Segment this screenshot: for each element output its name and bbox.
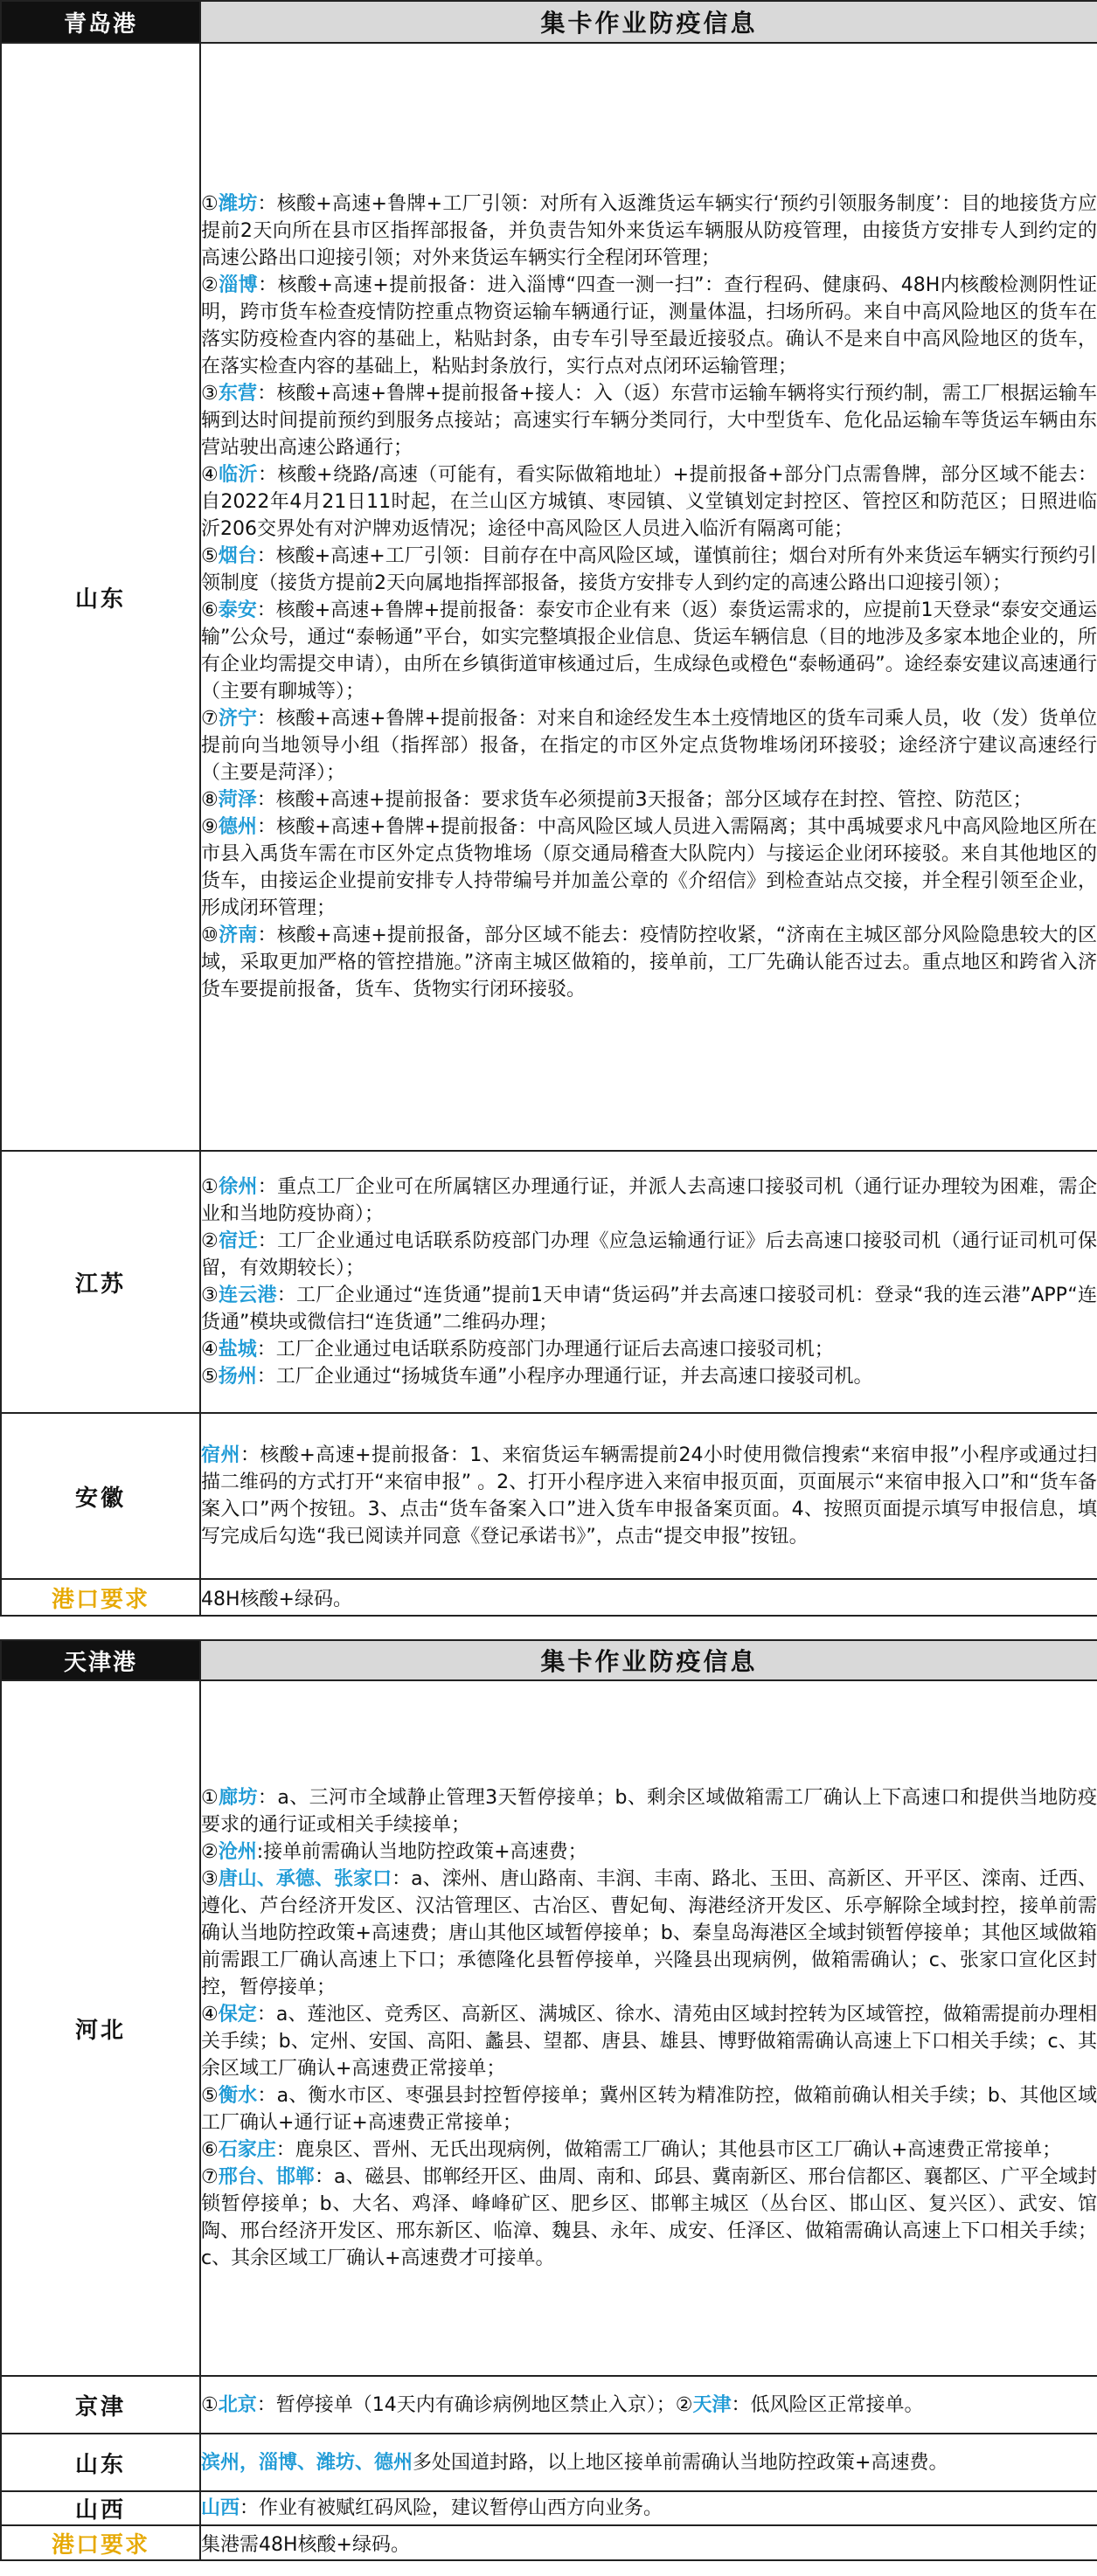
list-item: ①潍坊：核酸+高速+鲁牌+工厂引领：对所有入返潍货运车辆实行‘预约引领服务制度’：目的地接货方应提前2天向所在县市区指挥部报备，并负责告知外来货运车辆服从防疫管理，由接货方安排专人到约定的高速公路出口迎接引领；对外来货运车辆实行全程闭环管理； [201, 193, 1097, 269]
section-title: 集卡作业防疫信息 [200, 1640, 1097, 1680]
region-name: 山西 [1, 2491, 200, 2525]
tianjin-table [0, 1639, 1097, 2561]
list-item: ③连云港：工厂企业通过“连货通”提前1天申请“货运码”并去高速口接驳司机：登录“我的连云港”APP“连货通”模块或微信扫“连货通”二维码办理； [201, 1285, 1097, 1333]
list-item: ⑤衡水：a、衡水市区、枣强县封控暂停接单；冀州区转为精准防控，做箱前确认相关手续；b、其他区域工厂确认+通行证+高速费正常接单； [201, 2085, 1097, 2134]
port-requirement-row [1, 1579, 1097, 1616]
region-row [1, 2434, 1097, 2491]
region-content [200, 2376, 1097, 2434]
list-item: ④盐城：工厂企业通过电话联系防疫部门办理通行证后去高速口接驳司机； [201, 1339, 834, 1361]
region-name: 京津 [1, 2376, 200, 2434]
list-item: ⑥泰安：核酸+高速+鲁牌+提前报备：泰安市企业有来（返）泰货运需求的，应提前1天登录“泰安交通运输”公众号，通过“泰畅通”平台，如实完整填报企业信息、货运车辆信息（目的地涉及多家本地企业的，所有企业均需提交申请），由所在乡镇街道审核通过后，生成绿色或橙色“泰畅通码”。途经泰安建议高速通行（主要有聊城等）； [201, 599, 1097, 703]
list-item: ③唐山、承德、张家口：a、滦州、唐山路南、丰润、丰南、路北、玉田、高新区、开平区、滦南、迁西、遵化、芦台经济开发区、汉沽管理区、古冶区、曹妃甸、海港经济开发区、乐亭解除全域封控，接单前需确认当地防控政策+高速费；唐山其他区域暂停接单；b、秦皇岛海港区全域封锁暂停接单；其他区域做箱前需跟工厂确认高速上下口；承德隆化县暂停接单，兴隆县出现病例，做箱需确认；c、张家口宣化区封控，暂停接单； [201, 1868, 1097, 1998]
list-item: 宿州：核酸+高速+提前报备：1、来宿货运车辆需提前24小时使用微信搜索“来宿申报”小程序或通过扫描二维码的方式打开“来宿申报” 。2、打开小程序进入来宿申报页面，页面展示“来宿申报入口”和“货车备案入口”两个按钮。3、点击“货车备案入口”进入货车申报备案页面。4、按照页面提示填写申报信息，填写完成后勾选“我已阅读并同意《登记承诺书》”，点击“提交申报”按钮。 [201, 1444, 1097, 1548]
list-item: ⑨德州：核酸+高速+鲁牌+提前报备：中高风险区域人员进入需隔离；其中禹城要求凡中高风险地区所在市县入禹货车需在市区外定点货物堆场（原交通局稽查大队院内）与接运企业闭环接驳。来自其他地区的货车，由接运企业提前安排专人持带编号并加盖公章的《介绍信》到检查站点交接，并全程引领至企业，形成闭环管理； [201, 816, 1097, 919]
region-row [1, 1413, 1097, 1579]
region-row [1, 43, 1097, 1151]
list-item: ①北京：暂停接单（14天内有确诊病例地区禁止入京）； [201, 2393, 676, 2416]
list-item: ⑦济宁：核酸+高速+鲁牌+提前报备：对来自和途经发生本土疫情地区的货车司乘人员，收（发）货单位提前向当地领导小组（指挥部）报备，在指定的市区外定点货物堆场闭环接驳；途经济宁建议高速经行（主要是菏泽）； [201, 708, 1097, 784]
port-requirement-row [1, 2525, 1097, 2560]
port-name: 天津港 [1, 1640, 200, 1680]
region-name: 山东 [1, 2434, 200, 2491]
region-row [1, 2376, 1097, 2434]
list-item: ②天津：低风险区正常接单。 [675, 2393, 924, 2416]
list-item: ④保定：a、莲池区、竞秀区、高新区、满城区、徐水、清苑由区域封控转为区域管控，做箱需提前办理相关手续；b、定州、安国、高阳、蠡县、望都、唐县、雄县、博野做箱需确认高速上下口相关手续；c、其余区域工厂确认+高速费正常接单； [201, 2004, 1097, 2080]
region-name: 河北 [1, 1680, 200, 2376]
port-name: 青岛港 [1, 1, 200, 43]
port-requirement-label: 港口要求 [1, 2525, 200, 2560]
region-content [200, 1151, 1097, 1413]
list-item: ④临沂：核酸+绕路/高速（可能有，看实际做箱地址）+提前报备+部分门点需鲁牌，部分区域不能去：自2022年4月21日11时起，在兰山区方城镇、枣园镇、义堂镇划定封控区、管控区和防范区；日照进临沂206交界处有对沪牌劝返情况；途径中高风险区人员进入临沂有隔离可能； [201, 464, 1097, 540]
section-title: 集卡作业防疫信息 [200, 1, 1097, 43]
region-content [200, 1413, 1097, 1579]
list-item: ①廊坊：a、三河市全域静止管理3天暂停接单；b、剩余区域做箱需工厂确认上下高速口和提供当地防疫要求的通行证或相关手续接单； [201, 1787, 1097, 1836]
region-row [1, 2491, 1097, 2525]
list-item: ②宿迁：工厂企业通过电话联系防疫部门办理《应急运输通行证》后去高速口接驳司机（通行证司机可保留，有效期较长）； [201, 1230, 1097, 1279]
region-content [200, 1680, 1097, 2376]
list-item: 滨州，淄博、潍坊、德州多处国道封路，以上地区接单前需确认当地防控政策+高速费。 [201, 2451, 948, 2474]
region-content [200, 2491, 1097, 2525]
list-item: ①徐州：重点工厂企业可在所属辖区办理通行证，并派人去高速口接驳司机（通行证办理较为困难，需企业和当地防疫协商）； [201, 1176, 1097, 1225]
list-item: ②淄博：核酸+高速+提前报备：进入淄博“四查一测一扫”：查行程码、健康码、48H内核酸检测阴性证明，跨市货车检查疫情防控重点物资运输车辆通行证，测量体温，扫场所码。来自中高风险地区的货车在落实防疫检查内容的基础上，粘贴封条，由专车引导至最近接驳点。确认不是来自中高风险地区的货车，在落实检查内容的基础上，粘贴封条放行，实行点对点闭环运输管理； [201, 274, 1097, 377]
list-item: ②沧州:接单前需确认当地防控政策+高速费； [201, 1841, 587, 1863]
list-item: ⑥石家庄：鹿泉区、晋州、无氏出现病例，做箱需工厂确认；其他县市区工厂确认+高速费正常接单； [201, 2139, 1062, 2161]
region-content [200, 2434, 1097, 2491]
region-name: 安徽 [1, 1413, 200, 1579]
region-row [1, 1151, 1097, 1413]
port-requirement-text: 48H核酸+绿码。 [200, 1579, 1097, 1616]
region-name: 山东 [1, 43, 200, 1151]
region-name: 江苏 [1, 1151, 200, 1413]
port-requirement-text: 集港需48H核酸+绿码。 [200, 2525, 1097, 2560]
list-item: 山西：作业有被赋红码风险，建议暂停山西方向业务。 [201, 2497, 663, 2519]
list-item: ⑦邢台、邯郸：a、磁县、邯郸经开区、曲周、南和、邱县、冀南新区、邢台信都区、襄都区、广平全域封锁暂停接单；b、大名、鸡泽、峰峰矿区、肥乡区、邯郸主城区（丛台区、邯山区、复兴区）、武安、馆陶、邢台经济开发区、邢东新区、临漳、魏县、永年、成安、任泽区、做箱需确认高速上下口相关手续；c、其余区域工厂确认+高速费才可接单。 [201, 2166, 1097, 2269]
region-content [200, 43, 1097, 1151]
list-item: ⑩济南：核酸+高速+提前报备，部分区域不能去：疫情防控收紧，“济南在主城区部分风险隐患较大的区域，采取更加严格的管控措施。”济南主城区做箱的，接单前，工厂先确认能否过去。重点地区和跨省入济货车要提前报备，货车、货物实行闭环接驳。 [201, 924, 1097, 1001]
region-row [1, 1680, 1097, 2376]
list-item: ⑤扬州：工厂企业通过“扬城货车通”小程序办理通行证，并去高速口接驳司机。 [201, 1366, 873, 1388]
list-item: ⑤烟台：核酸+高速+工厂引领：目前存在中高风险区域，谨慎前往；烟台对所有外来货运车辆实行预约引领制度（接货方提前2天向属地指挥部报备，接货方安排专人到约定的高速公路出口迎接引领）； [201, 545, 1097, 594]
port-requirement-label: 港口要求 [1, 1579, 200, 1616]
list-item: ③东营：核酸+高速+鲁牌+提前报备+接人：入（返）东营市运输车辆将实行预约制，需工厂根据运输车辆到达时间提前预约到服务点接站；高速实行车辆分类同行，大中型货车、危化品运输车等货运车辆由东营站驶出高速公路通行； [201, 383, 1097, 459]
list-item: ⑧菏泽：核酸+高速+提前报备：要求货车必须提前3天报备；部分区域存在封控、管控、防范区； [201, 789, 1032, 811]
